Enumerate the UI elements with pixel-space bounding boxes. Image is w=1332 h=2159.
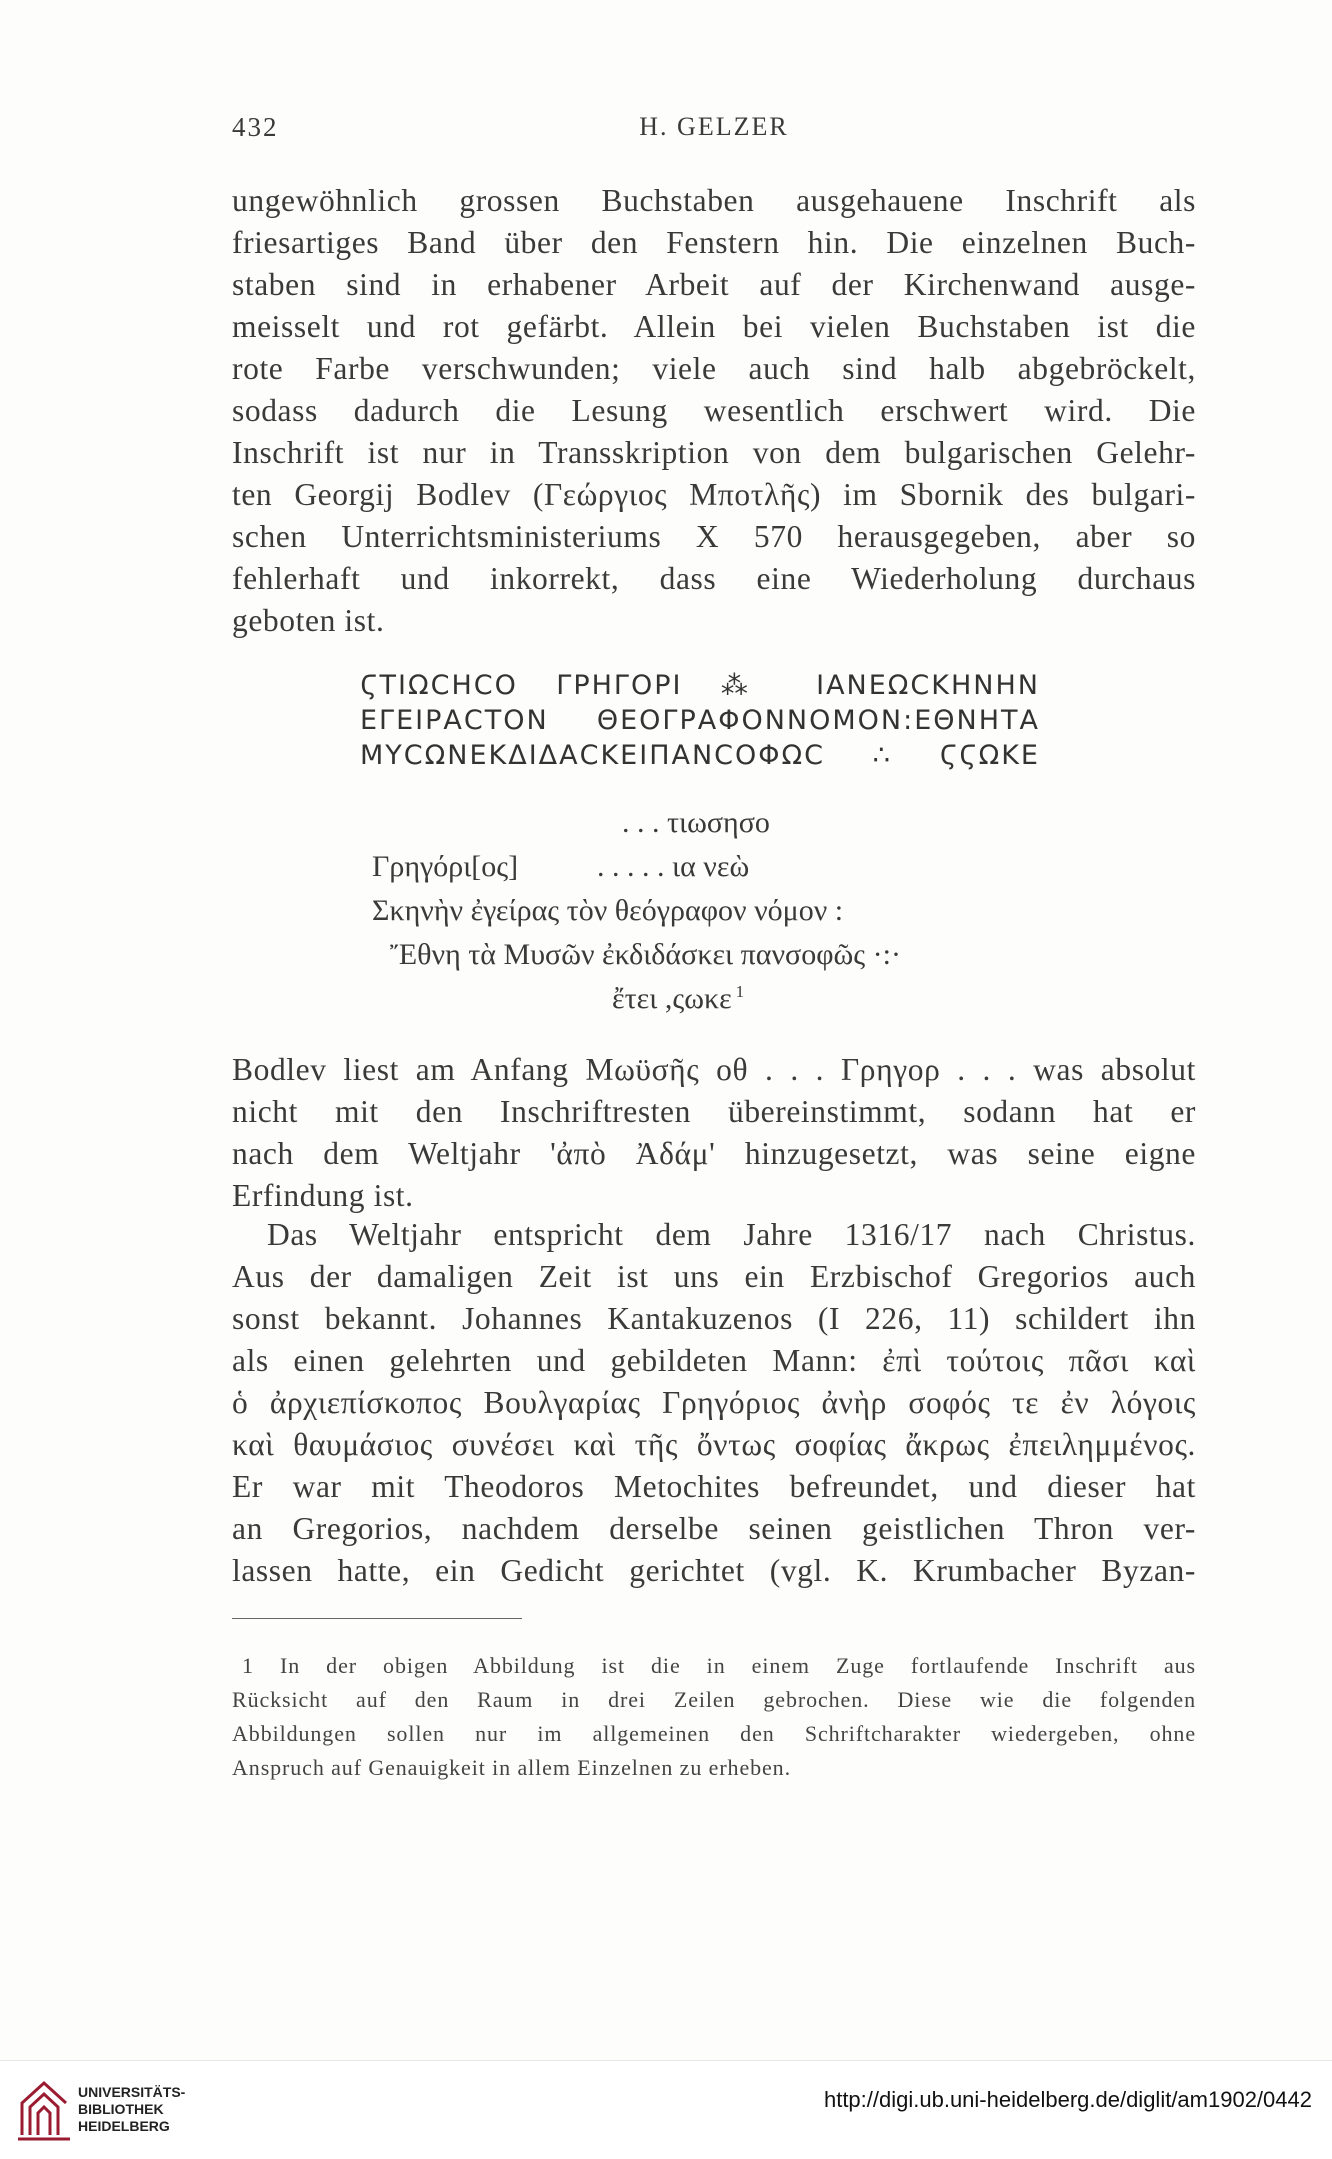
- text-line: staben sind in erhabener Arbeit auf der Kirchenwand ausge-: [232, 267, 1196, 302]
- greek-transcription: [232, 800, 1196, 1040]
- text-line: nach dem Weltjahr 'ἀπὸ Ἀδάμ' hinzugesetzt, was seine eigne: [232, 1136, 1196, 1171]
- footnote-marker: 1: [735, 982, 745, 1001]
- text-line: rote Farbe verschwunden; viele auch sind halb abgebröckelt,: [232, 351, 1196, 386]
- transcription-line-1: . . . τιωσησο: [622, 806, 770, 839]
- text-line: καὶ θαυμάσιος συνέσει καὶ τῆς ὄντως σοφίας ἄκρως ἐπειλημμένος.: [232, 1427, 1196, 1462]
- inscription-line: ΜΥϹΩΝΕΚΔΙΔΑϹΚΕΙΠΑΝϹΟΦΩϹ ∴ ϚϚΩΚΕ: [360, 740, 1040, 771]
- inscription-line: ΕΓΕΙΡΑϹΤΟΝ ΘΕΟΓΡΑΦΟΝΝΟΜΟΝ:ΕΘΝΗΤΑ: [360, 705, 1040, 736]
- text-line: Das Weltjahr entspricht dem Jahre 1316/17 nach Christus.: [267, 1217, 1196, 1252]
- paragraph-1: [232, 180, 1196, 642]
- footnote: [232, 1649, 1196, 1785]
- text-line: meisselt und rot gefärbt. Allein bei vielen Buchstaben ist die: [232, 309, 1196, 344]
- transcription-line-3: Σκηνὴν ἐγείρας τὸν θεόγραφον νόμον :: [372, 894, 844, 927]
- footnote-line: Rücksicht auf den Raum in drei Zeilen gebrochen. Diese wie die folgenden: [232, 1687, 1196, 1712]
- ub-heidelberg-logo-icon[interactable]: [14, 2073, 74, 2145]
- text-line: sodass dadurch die Lesung wesentlich erschwert wird. Die: [232, 393, 1196, 428]
- inscription-facsimile: [360, 668, 1040, 773]
- library-line: UNIVERSITÄTS-: [78, 2084, 186, 2100]
- running-title: H. GELZER: [639, 112, 789, 141]
- text-line: friesartiges Band über den Fenstern hin. Die einzelnen Buch-: [232, 225, 1196, 260]
- text-line: lassen hatte, ein Gedicht gerichtet (vgl. K. Krumbacher Byzan-: [232, 1553, 1196, 1588]
- inscription-line: ϚΤΙΩϹΗϹΟ ΓΡΗΓΟΡΙ ⁂ ΙΑΝΕΩϹΚΗΝΗΝ: [360, 670, 1040, 701]
- transcription-line-5: [612, 982, 744, 1016]
- text-line: Inschrift ist nur in Transskription von dem bulgarischen Gelehr-: [232, 435, 1196, 470]
- library-line: BIBLIOTHEK: [78, 2101, 164, 2117]
- footnote-line: 1 In der obigen Abbildung ist die in einem Zuge fortlaufende Inschrift aus: [242, 1653, 1196, 1678]
- page-header: [232, 112, 1196, 152]
- text-line: ὁ ἀρχιεπίσκοπος Βουλγαρίας Γρηγόριος ἀνὴρ σοφός τε ἐν λόγοις: [232, 1385, 1196, 1420]
- text-line: als einen gelehrten und gebildeten Mann: ἐπὶ τούτοις πᾶσι καὶ: [232, 1343, 1196, 1378]
- transcription-line-2-left: Γρηγόρι[ος]: [372, 850, 519, 883]
- page-number: 432: [232, 112, 279, 142]
- text-line: Er war mit Theodoros Metochites befreundet, und dieser hat: [232, 1469, 1196, 1504]
- text-line: sonst bekannt. Johannes Kantakuzenos (I 226, 11) schildert ihn: [232, 1301, 1196, 1336]
- text-line: ten Georgij Bodlev (Γεώργιος Μποτλῆς) im Sbornik des bulgari-: [232, 477, 1196, 512]
- text-line: schen Unterrichtsministeriums X 570 herausgegeben, aber so: [232, 519, 1196, 554]
- transcription-line-2-right: . . . . . ια νεὼ: [597, 850, 750, 883]
- text-line: Aus der damaligen Zeit ist uns ein Erzbischof Gregorios auch: [232, 1259, 1196, 1294]
- paragraph-3: [232, 1214, 1196, 1592]
- text-line: Erfindung ist.: [232, 1178, 414, 1213]
- footnote-line: Anspruch auf Genauigkeit in allem Einzelnen zu erheben.: [232, 1755, 791, 1780]
- digitization-footer: [0, 2060, 1332, 2159]
- library-name: [78, 2084, 185, 2135]
- text-line: fehlerhaft und inkorrekt, dass eine Wiederholung durchaus: [232, 561, 1196, 596]
- text-line: Bodlev liest am Anfang Μωϋσῆς οθ . . . Γρηγορ . . . was absolut: [232, 1052, 1196, 1087]
- text-line: geboten ist.: [232, 603, 385, 638]
- text-line: nicht mit den Inschriftresten übereinstimmt, sodann hat er: [232, 1094, 1196, 1129]
- transcription-year: ἔτει ,ςωκε: [612, 982, 732, 1015]
- footnote-line: Abbildungen sollen nur im allgemeinen den Schriftcharakter wiedergeben, ohne: [232, 1721, 1196, 1746]
- transcription-line-4: Ἔθνη τὰ Μυσῶν ἐκδιδάσκει πανσοφῶς ·:·: [390, 938, 901, 971]
- library-line: HEIDELBERG: [78, 2118, 170, 2134]
- footnote-divider: [232, 1618, 522, 1619]
- permalink-url[interactable]: http://digi.ub.uni-heidelberg.de/diglit/am1902/0442: [823, 2087, 1312, 2112]
- text-line: ungewöhnlich grossen Buchstaben ausgehauene Inschrift als: [232, 183, 1196, 218]
- paragraph-2: [232, 1049, 1196, 1217]
- text-line: an Gregorios, nachdem derselbe seinen geistlichen Thron ver-: [232, 1511, 1196, 1546]
